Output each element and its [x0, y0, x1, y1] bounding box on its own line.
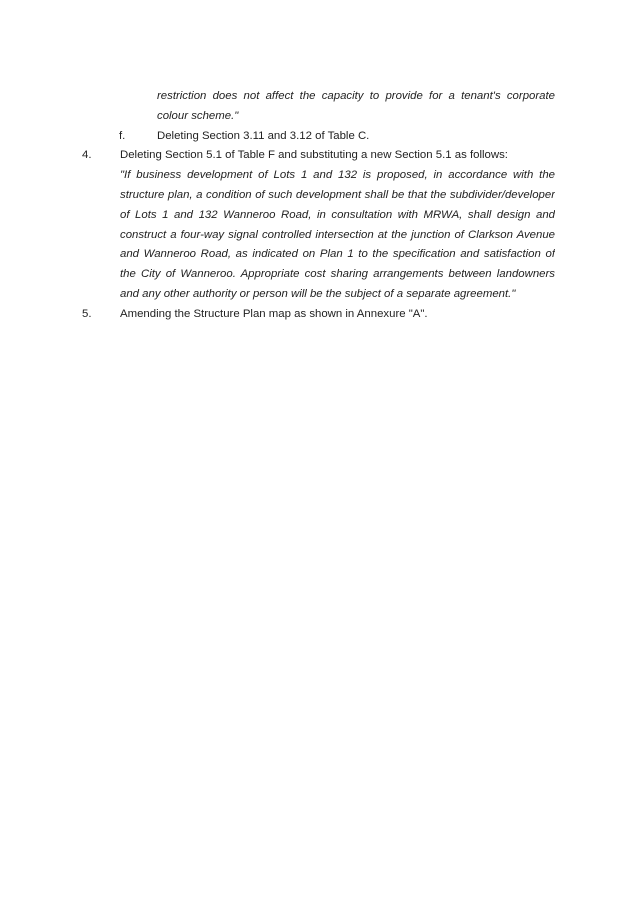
- item-4-quote-line-4: construct a four-way signal controlled intersection at the junction of Clarkson Avenue: [120, 229, 555, 241]
- continued-quote-line-2: colour scheme.": [157, 110, 239, 122]
- item-4-quote-line-7: and any other authority or person will be the subject of a separate agreement.": [120, 288, 516, 300]
- item-4-quote-line-2: structure plan, a condition of such development shall be that the subdivider/developer: [120, 189, 555, 201]
- item-4-text: Deleting Section 5.1 of Table F and substituting a new Section 5.1 as follows:: [120, 149, 508, 161]
- item-4-marker: 4.: [82, 149, 92, 161]
- item-4-quote-line-6: the City of Wanneroo. Appropriate cost sharing arrangements between landowners: [120, 268, 555, 280]
- continued-quote-line-1: restriction does not affect the capacity to provide for a tenant's corporate: [157, 90, 555, 102]
- item-f-text: Deleting Section 3.11 and 3.12 of Table C.: [157, 130, 370, 142]
- item-4-quote-line-1: "If business development of Lots 1 and 132 is proposed, in accordance with the: [120, 169, 555, 181]
- item-f-marker: f.: [119, 130, 126, 142]
- item-4-quote-line-3: of Lots 1 and 132 Wanneroo Road, in consultation with MRWA, shall design and: [120, 209, 555, 221]
- item-5-text: Amending the Structure Plan map as shown in Annexure "A".: [120, 308, 428, 320]
- item-4-quote-line-5: and Wanneroo Road, as indicated on Plan 1 to the specification and satisfaction of: [120, 248, 555, 260]
- item-5-marker: 5.: [82, 308, 92, 320]
